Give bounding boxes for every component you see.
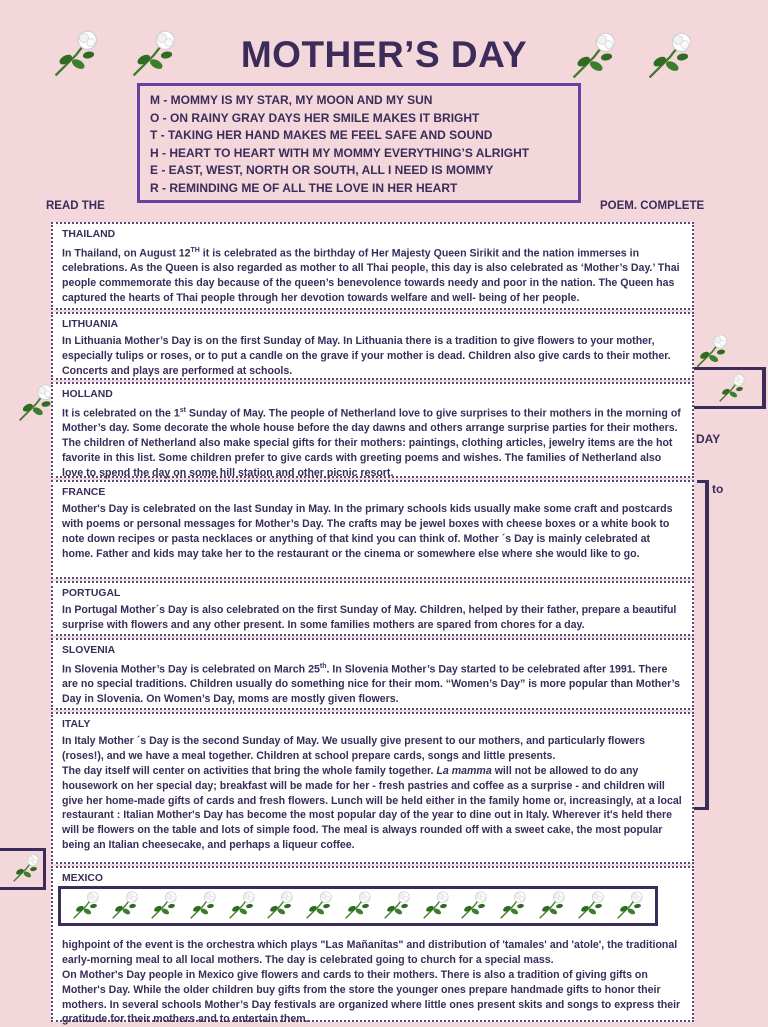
country-heading: FRANCE: [62, 487, 106, 498]
poem-line: R - REMINDING ME OF ALL THE LOVE IN HER HEART: [150, 180, 458, 195]
rose-decoration-icon: [613, 891, 647, 921]
country-text: Mother's Day is celebrated on the last Sunday in May. In the primary schools kids usually make some craft and postcards with poems or personal messages for Mother’s Day. The crafts may be jewel boxes with cheese boxes or a white book to note down recipes or pasta necklaces or anything of that kind you can think of. Mother ´s Day is mainly celebrated at home. Father and kids may take her to the restaurant or the cinema or somewhere else where she would like to go.: [62, 502, 673, 560]
country-card-italy: [51, 712, 694, 864]
page-title: MOTHER’S DAY: [240, 34, 528, 75]
rose-decoration-icon: [302, 891, 336, 921]
rose-decoration-icon: [574, 891, 608, 921]
poem-line: M - MOMMY IS MY STAR, MY MOON AND MY SUN: [150, 93, 433, 107]
rose-decoration-icon: [496, 891, 530, 921]
poem-line: E - EAST, WEST, NORTH OR SOUTH, ALL I NEED IS MOMMY: [150, 163, 494, 178]
country-card-thailand: [51, 222, 694, 310]
poem-line: O - ON RAINY GRAY DAYS HER SMILE MAKES IT BRIGHT: [150, 110, 480, 125]
rose-decoration-icon: [108, 891, 142, 921]
rose-decoration-icon: [706, 374, 758, 404]
background-frame-edge: [694, 807, 709, 810]
rose-decoration-icon: [694, 332, 730, 372]
country-heading: SLOVENIA: [62, 645, 116, 656]
country-text: highpoint of the event is the orchestra which plays "Las Mañanitas" and distribution of 'tamales' and 'atole', the traditional early-morning meal to all local mothers. The day is celebrated going to church for a special mass.: [62, 938, 678, 966]
country-heading: MEXICO: [62, 873, 103, 884]
country-text: It is celebrated on the 1st Sunday of May. The people of Netherland love to give surprises to their mothers in the morning of Mother’s day. Some decorate the whole house before the day dawns and others arrange surprise parties for their mothers. The children of Netherland also make special gifts for their mothers: paintings, clothing articles, jewelry items are the hot favorite in this list. Some children prefer to give cards with greeting poems and wishes. The families of Netherland also love to spend the day on some hill station and other picnic resort.: [62, 406, 681, 480]
rose-decoration-icon: [419, 891, 453, 921]
country-heading: HOLLAND: [62, 389, 113, 400]
country-text: The day itself will center on activities that bring the whole family together. La mamma will not be allowed to do any housework on her special day; breakfast will be made for her - fresh pastries and coffee as a surprise - and children will give her home-made gifts of cards and fresh flowers. Lunch will be held either in the family home or, increasingly, at a local restaurant : Italian Mother's Day has become the most popular day of the year to dine out in Italy. Wherever it's held there will be flowers on the table and lots of simple food. The meal is always rounded off with a sweet cake, the most popular being an Italian cheesecake, and perhaps a liqueur coffee.: [62, 764, 682, 852]
country-card-portugal: [51, 581, 694, 636]
country-text: In Italy Mother ´s Day is the second Sunday of May. We usually give present to our mothers, and particularly flowers (roses!), and we have a meal together. Children at school prepare cards, songs and little presents.: [62, 734, 645, 762]
poem-line: H - HEART TO HEART WITH MY MOMMY EVERYTHING’S ALRIGHT: [150, 145, 530, 160]
rose-decoration-icon: [186, 891, 220, 921]
instruction-right: POEM. COMPLETE: [600, 200, 705, 212]
poem-box: [137, 83, 581, 203]
country-heading: LITHUANIA: [62, 319, 118, 330]
country-card-slovenia: [51, 638, 694, 710]
background-frame-edge: [0, 887, 46, 890]
country-heading: THAILAND: [62, 229, 116, 240]
background-frame-edge: [694, 406, 764, 409]
rose-border-strip: [58, 886, 658, 926]
background-frame-edge: [705, 480, 709, 810]
country-text: In Lithuania Mother’s Day is on the first Sunday of May. In Lithuania there is a tradition to give flowers to your mother, especially tulips or roses, or to put a candle on the grave if your mother is dead. Children also give cards to their mother. Concerts and plays are performed at schools.: [62, 334, 671, 377]
rose-decoration-icon: [341, 891, 375, 921]
country-card-france: [51, 480, 694, 579]
country-card-lithuania: [51, 312, 694, 380]
rose-decoration-icon: [16, 376, 56, 432]
background-text-to: to: [712, 482, 724, 496]
rose-decoration-icon: [380, 891, 414, 921]
country-card-holland: [51, 382, 694, 478]
instruction-left: READ THE: [46, 200, 105, 212]
country-text: On Mother's Day people in Mexico give flowers and cards to their mothers. There is also a tradition of giving gifts on Mother's Day. While the older children buy gifts from the store the younger ones prepare handmade gifts to honor their mothers. In several schools Mother’s Day festivals are organized where little ones present skits and songs to express their gratitude for their mothers and to entertain them.: [62, 968, 681, 1026]
country-heading: PORTUGAL: [62, 588, 121, 599]
country-text: In Slovenia Mother’s Day is celebrated on March 25th. In Slovenia Mother’s Day started to be celebrated after 1991. There are no special traditions. Children usually do something nice for their mom. “Women’s Day” is more popular than Mother’s Day in Slovenia. On Women’s Day, moms are mostly given flowers.: [62, 662, 681, 706]
rose-decoration-icon: [263, 891, 297, 921]
rose-decoration-icon: [535, 891, 569, 921]
rose-decoration-icon: [147, 891, 181, 921]
background-frame-edge: [762, 367, 766, 409]
country-text: In Portugal Mother´s Day is also celebrated on the first Sunday of May. Children, helped by their father, prepare a beautiful surprise with flowers and any other present. In some families mothers are spared from chores for a day.: [62, 603, 677, 631]
rose-decoration-icon: [225, 891, 259, 921]
background-frame-edge: [0, 848, 46, 851]
background-text-day: DAY: [696, 432, 721, 446]
rose-decoration-icon: [457, 891, 491, 921]
rose-decoration-icon: [6, 854, 46, 884]
country-text: In Thailand, on August 12TH it is celebrated as the birthday of Her Majesty Queen Sirikit and the nation immerses in celebrations. As the Queen is also regarded as mother to all Thai people, this day is also celebrated as ‘Mother’s Day.’ Thai people commemorate this day because of the queen’s benevolence towards needy and poor in the nation. The Queen has captured the hearts of Thai people through her devotion towards welfare and well- being of her people.: [62, 246, 680, 305]
poem-line: T - TAKING HER HAND MAKES ME FEEL SAFE AND SOUND: [150, 128, 493, 143]
country-heading: ITALY: [62, 719, 91, 730]
rose-decoration-icon: [69, 891, 103, 921]
